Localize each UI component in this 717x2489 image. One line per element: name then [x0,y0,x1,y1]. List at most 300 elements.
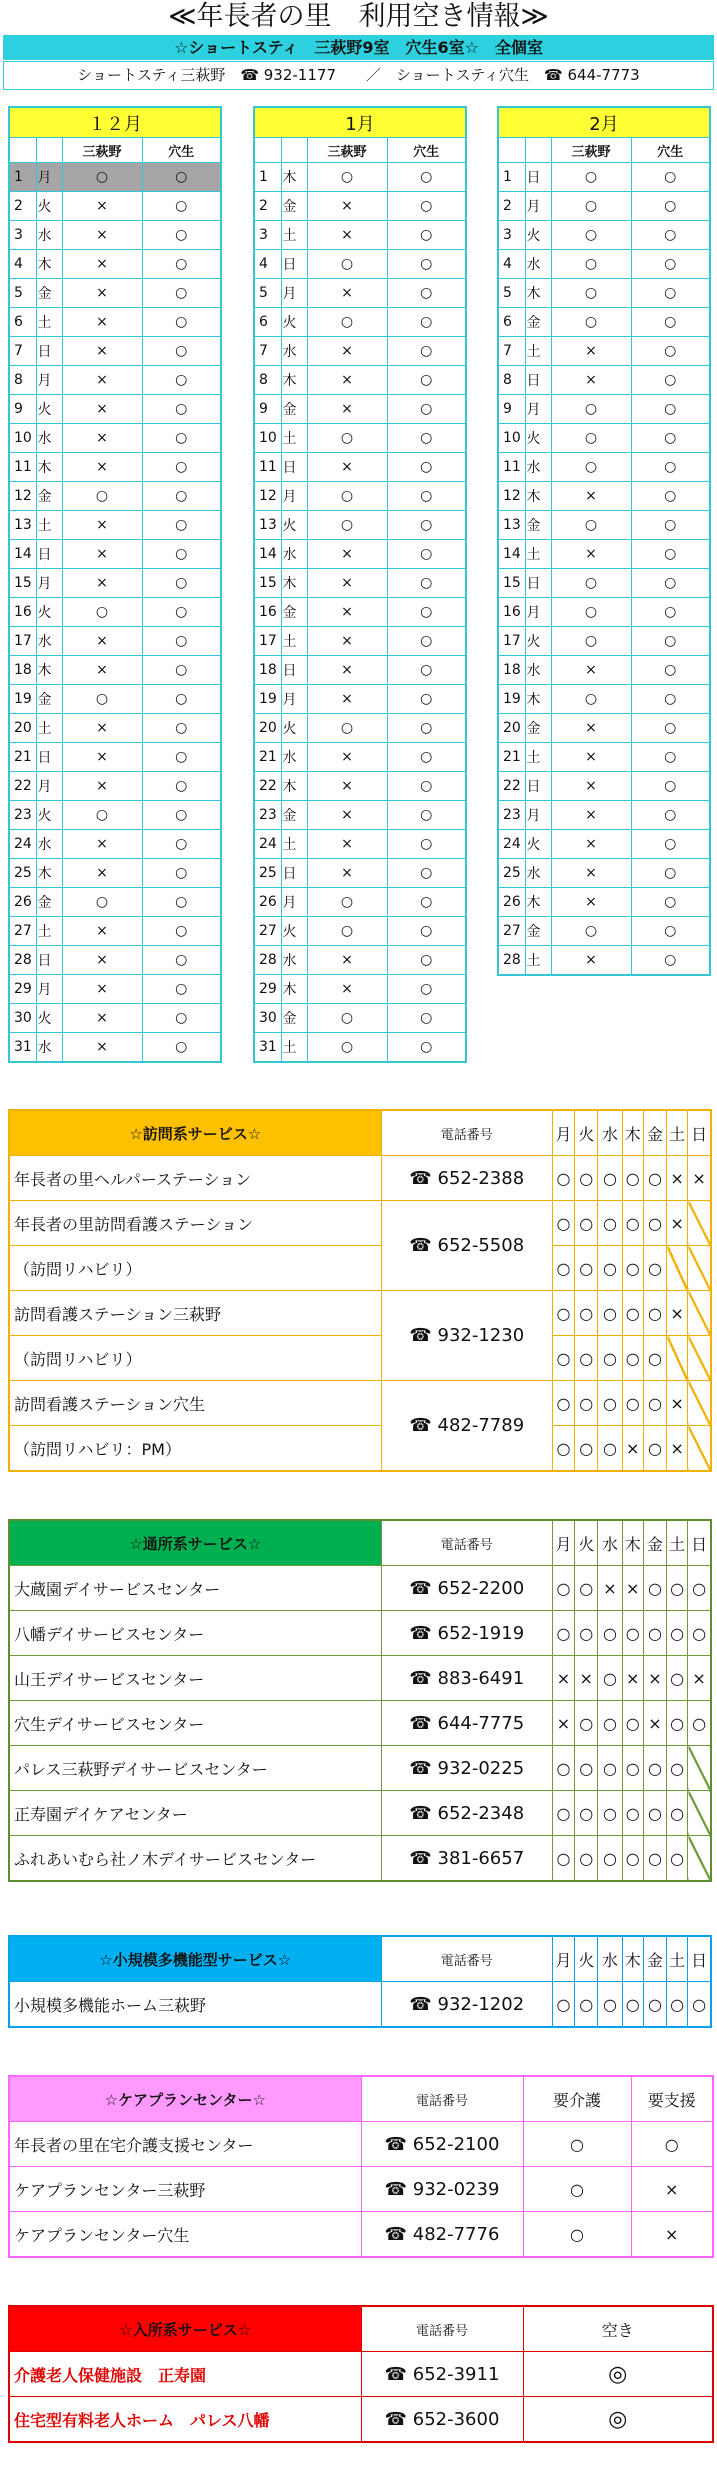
weekday: 水 [281,743,307,772]
day-number: 5 [498,279,525,308]
availability-mihagino: ○ [551,250,631,279]
calendar-row [498,482,710,511]
vacancy-cell: ◎ [523,2352,713,2397]
day-number: 31 [9,1033,36,1063]
day-number: 5 [254,279,281,308]
service-name: 小規模多機能ホーム三萩野 [9,1982,381,2028]
calendar-row [254,569,466,598]
weekday: 月 [525,598,551,627]
tel-header: 電話番号 [381,1520,552,1566]
availability-anou: ○ [631,772,710,801]
day-cell: ○ [598,1156,622,1201]
day-cell: × [667,1201,688,1246]
availability-anou: ○ [387,598,466,627]
weekday: 水 [281,337,307,366]
weekday: 土 [525,337,551,366]
availability-mihagino: × [62,540,142,569]
weekday: 火 [281,714,307,743]
availability-anou: ○ [142,743,221,772]
day-number: 7 [9,337,36,366]
blank-cell [9,138,36,163]
weekday: 土 [281,830,307,859]
day-cell: ○ [575,1701,598,1746]
day-cell: ○ [598,1701,622,1746]
availability-mihagino: × [62,714,142,743]
tel-header: 電話番号 [361,2306,523,2352]
availability-mihagino: ○ [551,192,631,221]
availability-mihagino: × [551,830,631,859]
phone-number: ☎ 482-7789 [381,1381,552,1472]
availability-anou: ○ [387,772,466,801]
day-number: 15 [9,569,36,598]
day-cell: ○ [622,1156,643,1201]
weekday: 日 [36,743,62,772]
day-header-5: 土 [667,1110,688,1156]
availability-mihagino: × [307,569,387,598]
calendar-row [498,685,710,714]
support-cell: × [631,2167,713,2212]
availability-mihagino: ○ [62,801,142,830]
tel-header: 電話番号 [381,1110,552,1156]
availability-anou: ○ [387,192,466,221]
visit-row [9,1156,711,1201]
residential-table [8,2305,714,2443]
calendar-row [498,859,710,888]
calendar-row [498,917,710,946]
calendar-row [254,685,466,714]
day-number: 27 [9,917,36,946]
day-header-1: 火 [575,1110,598,1156]
day-header-6: 日 [688,1936,711,1982]
weekday: 水 [36,424,62,453]
calendar-row [254,192,466,221]
calendar-row [9,714,221,743]
day-cell: ○ [575,1201,598,1246]
day-cell: ○ [552,1791,574,1836]
availability-anou: ○ [387,279,466,308]
availability-anou: ○ [142,830,221,859]
day-number: 26 [254,888,281,917]
calendar-row [254,540,466,569]
day-cell [688,1381,711,1426]
weekday: 火 [36,395,62,424]
availability-mihagino: × [307,801,387,830]
weekday: 木 [525,685,551,714]
day-cell: ○ [643,1426,666,1472]
weekday: 土 [525,540,551,569]
day-number: 9 [254,395,281,424]
day-number: 26 [498,888,525,917]
day-cell: ○ [667,1836,688,1882]
day-cell: ○ [643,1566,666,1611]
weekday: 木 [36,656,62,685]
day-number: 3 [9,221,36,250]
day-number: 14 [254,540,281,569]
phone-number: ☎ 652-3600 [361,2397,523,2443]
day-cell: ○ [688,1566,711,1611]
availability-mihagino: × [307,656,387,685]
availability-mihagino: ○ [62,598,142,627]
day-number: 28 [9,946,36,975]
availability-anou: ○ [631,685,710,714]
availability-mihagino: × [551,714,631,743]
month-name: １２月 [9,107,221,138]
weekday: 木 [525,482,551,511]
day-cell: × [622,1426,643,1472]
weekday: 木 [525,888,551,917]
weekday: 土 [281,627,307,656]
calendar-row [498,743,710,772]
availability-mihagino: × [62,453,142,482]
day-header-3: 木 [622,1110,643,1156]
calendar-row [254,627,466,656]
weekday: 木 [281,772,307,801]
availability-mihagino: ○ [551,598,631,627]
day-header-3: 木 [622,1936,643,1982]
day-cell: ○ [598,1246,622,1291]
availability-mihagino: ○ [551,163,631,192]
phone-number: ☎ 932-0225 [381,1746,552,1791]
availability-anou: ○ [387,163,466,192]
care-cell: ○ [523,2167,631,2212]
availability-mihagino: ○ [307,917,387,946]
day-header-4: 金 [643,1936,666,1982]
weekday: 月 [525,192,551,221]
day-number: 12 [9,482,36,511]
day-cell: ○ [598,1982,622,2028]
availability-anou: ○ [387,1033,466,1063]
availability-anou: ○ [142,714,221,743]
weekday: 金 [525,917,551,946]
calendar-row [498,192,710,221]
calendar-month-3 [497,106,711,976]
day-number: 6 [498,308,525,337]
weekday: 月 [36,163,62,192]
tel-header: 電話番号 [361,2076,523,2122]
availability-anou: ○ [631,250,710,279]
day-cell: ○ [643,1381,666,1426]
day-header-1: 火 [575,1936,598,1982]
weekday: 水 [36,627,62,656]
availability-anou: ○ [387,453,466,482]
calendar-row [9,453,221,482]
day-number: 11 [498,453,525,482]
phone-number: ☎ 932-0239 [361,2167,523,2212]
day-cell: × [598,1566,622,1611]
weekday: 月 [36,569,62,598]
calendar-row [9,511,221,540]
calendar-row [254,482,466,511]
calendar-row [498,395,710,424]
day-cell: ○ [552,1836,574,1882]
availability-anou: ○ [387,424,466,453]
availability-anou: ○ [387,743,466,772]
calendar-row [498,830,710,859]
availability-anou: ○ [387,569,466,598]
weekday: 火 [36,801,62,830]
vacancy-cell: ◎ [523,2397,713,2443]
day-cell: ○ [552,1611,574,1656]
day-number: 1 [498,163,525,192]
availability-mihagino: × [62,975,142,1004]
weekday: 木 [281,569,307,598]
availability-anou: ○ [631,163,710,192]
service-name: 正寿園デイケアセンター [9,1791,381,1836]
calendar-row [498,337,710,366]
calendar-row [9,917,221,946]
day-cell: × [552,1701,574,1746]
calendar-row [254,308,466,337]
day-cell: ○ [667,1746,688,1791]
calendar-row [254,511,466,540]
service-name: 訪問看護ステーション三萩野 [9,1291,381,1336]
availability-anou: ○ [387,540,466,569]
daycare-row [9,1791,711,1836]
calendar-row [254,250,466,279]
weekday: 火 [36,1004,62,1033]
calendar-row [254,772,466,801]
availability-anou: ○ [631,627,710,656]
availability-anou: ○ [387,801,466,830]
availability-mihagino: × [551,337,631,366]
day-cell [667,1246,688,1291]
care-cell: ○ [523,2122,631,2167]
weekday: 金 [525,511,551,540]
day-number: 24 [9,830,36,859]
weekday: 土 [36,511,62,540]
day-cell: ○ [667,1701,688,1746]
availability-mihagino: ○ [551,685,631,714]
availability-mihagino: × [307,395,387,424]
day-cell: ○ [643,1836,666,1882]
col-care: 要介護 [523,2076,631,2122]
calendar-row [254,859,466,888]
calendar-row [498,714,710,743]
day-cell: × [643,1701,666,1746]
day-cell: ○ [575,1426,598,1472]
day-cell [688,1746,711,1791]
availability-mihagino: × [62,859,142,888]
blank-cell [498,138,525,163]
weekday: 火 [36,598,62,627]
availability-anou: ○ [142,250,221,279]
blank-cell [281,138,307,163]
availability-mihagino: × [62,308,142,337]
day-cell: ○ [575,1566,598,1611]
day-cell: ○ [667,1656,688,1701]
calendar-row [498,540,710,569]
weekday: 水 [36,221,62,250]
day-number: 27 [498,917,525,946]
month-name: 1月 [254,107,466,138]
availability-anou: ○ [387,946,466,975]
day-header-4: 金 [643,1520,666,1566]
day-number: 19 [498,685,525,714]
weekday: 月 [525,395,551,424]
calendar-row [498,308,710,337]
availability-anou: ○ [631,511,710,540]
day-cell: ○ [575,1336,598,1381]
weekday: 木 [281,975,307,1004]
availability-mihagino: ○ [307,1033,387,1063]
daycare-title: ☆通所系サービス☆ [9,1520,381,1566]
weekday: 水 [525,250,551,279]
day-header-0: 月 [552,1520,574,1566]
weekday: 土 [281,221,307,250]
calendar-row [254,453,466,482]
availability-mihagino: × [551,482,631,511]
day-number: 10 [498,424,525,453]
calendar-row [254,1033,466,1063]
calendar-row [254,221,466,250]
availability-anou: ○ [142,1004,221,1033]
phone-number: ☎ 652-2200 [381,1566,552,1611]
weekday: 木 [36,859,62,888]
col-label-mihagino: 三萩野 [307,138,387,163]
day-cell [688,1791,711,1836]
day-cell: × [667,1156,688,1201]
day-cell: ○ [622,1291,643,1336]
day-number: 11 [9,453,36,482]
day-number: 25 [498,859,525,888]
availability-mihagino: × [62,946,142,975]
col-vacancy: 空き [523,2306,713,2352]
day-number: 12 [254,482,281,511]
phone-number: ☎ 652-1919 [381,1611,552,1656]
weekday: 月 [525,801,551,830]
shortstay-contact: ショートスティ三萩野 ☎ 932-1177 ／ ショートスティ穴生 ☎ 644-7773 [3,61,714,90]
col-label-anou: 穴生 [631,138,710,163]
day-number: 9 [498,395,525,424]
visit-row [9,1246,711,1291]
availability-mihagino: ○ [307,424,387,453]
calendar-row [9,569,221,598]
day-number: 30 [254,1004,281,1033]
weekday: 土 [281,424,307,453]
day-cell [688,1426,711,1472]
weekday: 金 [525,714,551,743]
availability-mihagino: × [551,946,631,976]
calendar-row [9,656,221,685]
availability-mihagino: ○ [551,627,631,656]
day-number: 8 [254,366,281,395]
day-header-5: 土 [667,1520,688,1566]
day-number: 11 [254,453,281,482]
day-number: 23 [498,801,525,830]
weekday: 日 [525,772,551,801]
day-number: 7 [498,337,525,366]
calendar-row [9,192,221,221]
day-cell: ○ [643,1336,666,1381]
weekday: 水 [525,453,551,482]
day-number: 19 [9,685,36,714]
month-name: 2月 [498,107,710,138]
calendar-row [9,801,221,830]
day-number: 1 [254,163,281,192]
availability-mihagino: × [307,859,387,888]
day-cell: ○ [688,1701,711,1746]
calendar-row [9,395,221,424]
calendar-row [254,714,466,743]
day-cell: ○ [575,1746,598,1791]
calendar-row [498,424,710,453]
service-name: （訪問リハビリ） [9,1336,381,1381]
service-name: ふれあいむら社ノ木デイサービスセンター [9,1836,381,1882]
day-cell: ○ [643,1201,666,1246]
calendar-row [9,221,221,250]
day-cell: ○ [598,1791,622,1836]
day-cell: ○ [598,1201,622,1246]
availability-anou: ○ [631,482,710,511]
calendar-row [498,366,710,395]
day-cell: ○ [598,1656,622,1701]
day-number: 4 [498,250,525,279]
day-cell: ○ [598,1836,622,1882]
availability-anou: ○ [631,192,710,221]
day-number: 4 [9,250,36,279]
calendar-row [254,946,466,975]
small-title: ☆小規模多機能型サービス☆ [9,1936,381,1982]
day-cell [688,1291,711,1336]
availability-anou: ○ [142,482,221,511]
residential-row [9,2352,713,2397]
availability-anou: ○ [142,627,221,656]
day-cell: ○ [688,1611,711,1656]
day-number: 1 [9,163,36,192]
availability-anou: ○ [387,627,466,656]
day-cell: ○ [575,1381,598,1426]
day-number: 31 [254,1033,281,1063]
calendar-row [9,250,221,279]
weekday: 金 [36,888,62,917]
calendar-row [9,946,221,975]
availability-mihagino: ○ [551,424,631,453]
calendar-row [9,1033,221,1063]
residential-title: ☆入所系サービス☆ [9,2306,361,2352]
day-number: 2 [498,192,525,221]
service-name: 介護老人保健施設 正寿園 [9,2352,361,2397]
availability-mihagino: ○ [307,163,387,192]
availability-anou: ○ [142,801,221,830]
calendar-row [9,859,221,888]
page-title: ≪年長者の里 利用空き情報≫ [168,1,549,32]
phone-number: ☎ 652-2100 [361,2122,523,2167]
availability-mihagino: ○ [551,308,631,337]
phone-number: ☎ 652-2348 [381,1791,552,1836]
day-number: 2 [9,192,36,221]
availability-anou: ○ [142,511,221,540]
availability-anou: ○ [142,598,221,627]
support-cell: ○ [631,2122,713,2167]
availability-anou: ○ [631,946,710,976]
availability-anou: ○ [631,656,710,685]
weekday: 火 [36,192,62,221]
availability-mihagino: × [62,743,142,772]
calendar-row [498,888,710,917]
support-cell: × [631,2212,713,2258]
availability-mihagino: × [62,830,142,859]
calendar-month-1 [8,106,222,1063]
calendar-row [9,366,221,395]
availability-mihagino: ○ [62,685,142,714]
day-cell: ○ [552,1982,574,2028]
availability-mihagino: × [62,1004,142,1033]
weekday: 水 [525,656,551,685]
weekday: 火 [525,221,551,250]
weekday: 金 [281,395,307,424]
availability-anou: ○ [142,917,221,946]
day-number: 16 [9,598,36,627]
